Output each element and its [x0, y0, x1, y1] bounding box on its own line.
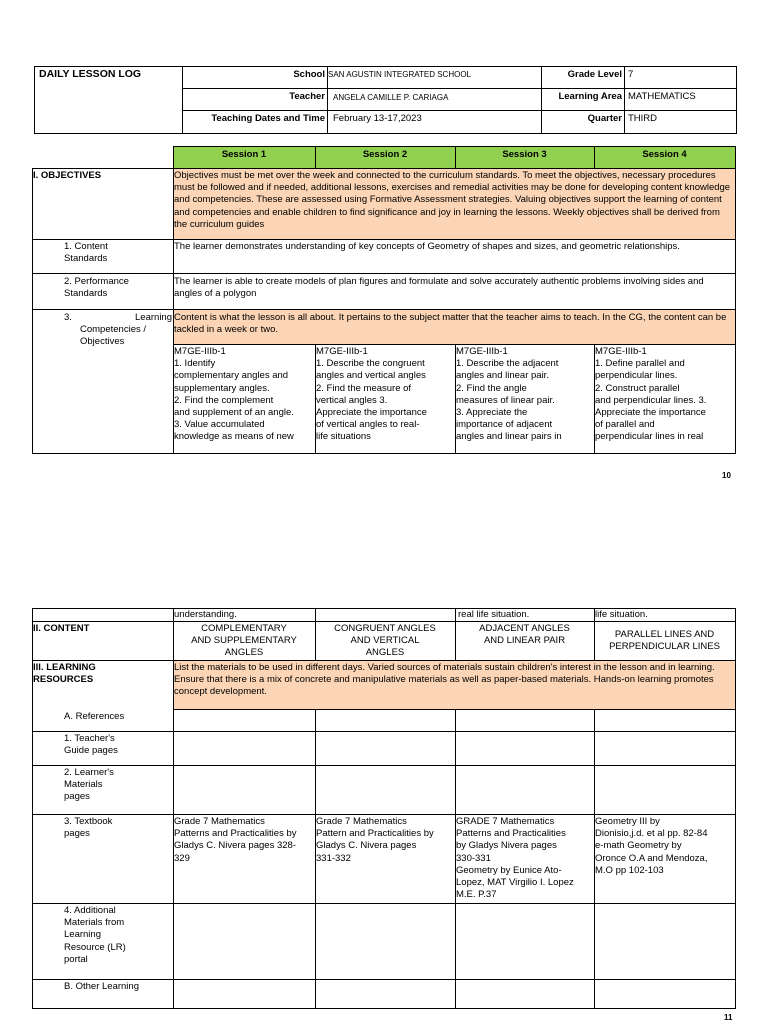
textbook-session-3: GRADE 7 Mathematics Patterns and Practicalities by Gladys Nivera pages 330-331 Geometry by Eunice Ato- Lopez, MAT Virgilio I. Lopez M.E. P.37 [456, 816, 574, 901]
competency-label-rest: Competencies / Objectives [80, 324, 147, 348]
content-standards-label: 1. Content Standards [64, 241, 108, 265]
area-value: MATHEMATICS [628, 91, 696, 102]
competency-label-word: Learning [135, 312, 172, 323]
grade-value: 7 [628, 69, 634, 80]
continuation-session-3: real life situation. [458, 609, 530, 620]
references-label: A. References [64, 711, 125, 722]
resources-text: List the materials to be used in different days. Varied sources of materials sustain children's interest in the lesson and in learning. Ensure that there is a mix of concrete and manipulative materials as well as paper-based materials. Hands-on learning promotes concept development. [174, 662, 715, 698]
session-header-3: Session 3 [502, 149, 547, 160]
continuation-session-4: life situation. [595, 609, 648, 620]
school-value: SAN AGUSTIN INTEGRATED SCHOOL [328, 70, 471, 79]
quarter-label: Quarter [587, 113, 622, 124]
dates-value: February 13-17,2023 [333, 113, 422, 124]
content-label: II. CONTENT [33, 623, 90, 634]
session-header-1: Session 1 [221, 149, 267, 160]
teacher-value: ANGELA CAMILLE P. CARIAGA [333, 93, 449, 102]
log-title: DAILY LESSON LOG [39, 68, 142, 80]
teachers-guide-label: 1. Teacher's Guide pages [64, 733, 118, 757]
area-label: Learning Area [558, 91, 622, 102]
competency-text: Content is what the lesson is all about. It pertains to the subject matter that the teacher aims to teach. In the CG, the content can be tackled in a week or two. [174, 312, 727, 336]
objectives-text: Objectives must be met over the week and connected to the curriculum standards. To meet the objectives, necessary procedures must be followed and if needed, additional lessons, exercises and remedial activities may be done for developing content knowledge and competencies. These are assessed using Formative Assessment strategies. Valuing objectives support the learning of content and competencies and enable children to find significance and joy in learning the lessons. Weekly objectives shall be derived from the curriculum guides [174, 170, 731, 230]
textbook-session-1: Grade 7 Mathematics Patterns and Practicalities by Gladys C. Nivera pages 328- 329 [174, 816, 297, 864]
content-topic-1: COMPLEMENTARY AND SUPPLEMENTARY ANGLES [191, 623, 297, 659]
teacher-label: Teacher [289, 91, 325, 102]
content-standards-text: The learner demonstrates understanding of key concepts of Geometry of shapes and sizes, and geometric relationships. [174, 241, 680, 252]
quarter-value: THIRD [628, 113, 658, 124]
learners-materials-label: 2. Learner's Materials pages [64, 767, 114, 803]
performance-standards-label: 2. Performance Standards [64, 276, 129, 300]
session-header-2: Session 2 [362, 149, 408, 160]
performance-standards-text: The learner is able to create models of plan figures and formulate and solve accurately authentic problems involving sides and angles of a polygon [174, 276, 704, 300]
session-4-competencies: M7GE-IIIb-1 1. Define parallel and perpendicular lines. 2. Construct parallel and perpendicular lines. 3. Appreciate the importance of parallel and perpendicular lines in real [595, 346, 707, 443]
grade-label: Grade Level [567, 69, 622, 80]
textbook-session-4: Geometry III by Dionisio,j.d. et al pp. 82-84 e-math Geometry by Oronce O.A and Mendoza, M.O pp 102-103 [595, 816, 708, 876]
session-1-competencies: M7GE-IIIb-1 1. Identify complementary angles and supplementary angles. 2. Find the complement and supplement of an angle. 3. Value accumulated knowledge as means of new [174, 346, 294, 443]
content-topic-3: ADJACENT ANGLES AND LINEAR PAIR [479, 623, 570, 647]
objectives-label: I. OBJECTIVES [33, 170, 102, 181]
page-number-10: 10 [722, 471, 731, 480]
competency-label-number: 3. [64, 312, 72, 323]
session-3-competencies: M7GE-IIIb-1 1. Describe the adjacent angles and linear pair. 2. Find the angle measures of linear pair. 3. Appreciate the importance of adjacent angles and linear pairs in [456, 346, 562, 443]
dates-label: Teaching Dates and Time [211, 113, 325, 124]
continuation-session-1: understanding. [174, 609, 237, 620]
content-topic-4: PARALLEL LINES AND PERPENDICULAR LINES [609, 629, 720, 653]
school-label: School [293, 69, 325, 80]
content-topic-2: CONGRUENT ANGLES AND VERTICAL ANGLES [334, 623, 436, 659]
textbook-session-2: Grade 7 Mathematics Pattern and Practicalities by Gladys C. Nivera pages 331-332 [316, 816, 434, 864]
textbook-pages-label: 3. Textbook pages [64, 816, 113, 840]
additional-materials-label: 4. Additional Materials from Learning Resource (LR) portal [64, 905, 126, 965]
resources-label: III. LEARNING RESOURCES [33, 662, 96, 686]
other-learning-label: B. Other Learning [64, 981, 139, 992]
page-number-11: 11 [724, 1013, 733, 1022]
session-header-4: Session 4 [642, 149, 687, 160]
session-2-competencies: M7GE-IIIb-1 1. Describe the congruent angles and vertical angles 2. Find the measure of vertical angles 3. Appreciate the importance of vertical angles to real- life situations [316, 346, 427, 443]
